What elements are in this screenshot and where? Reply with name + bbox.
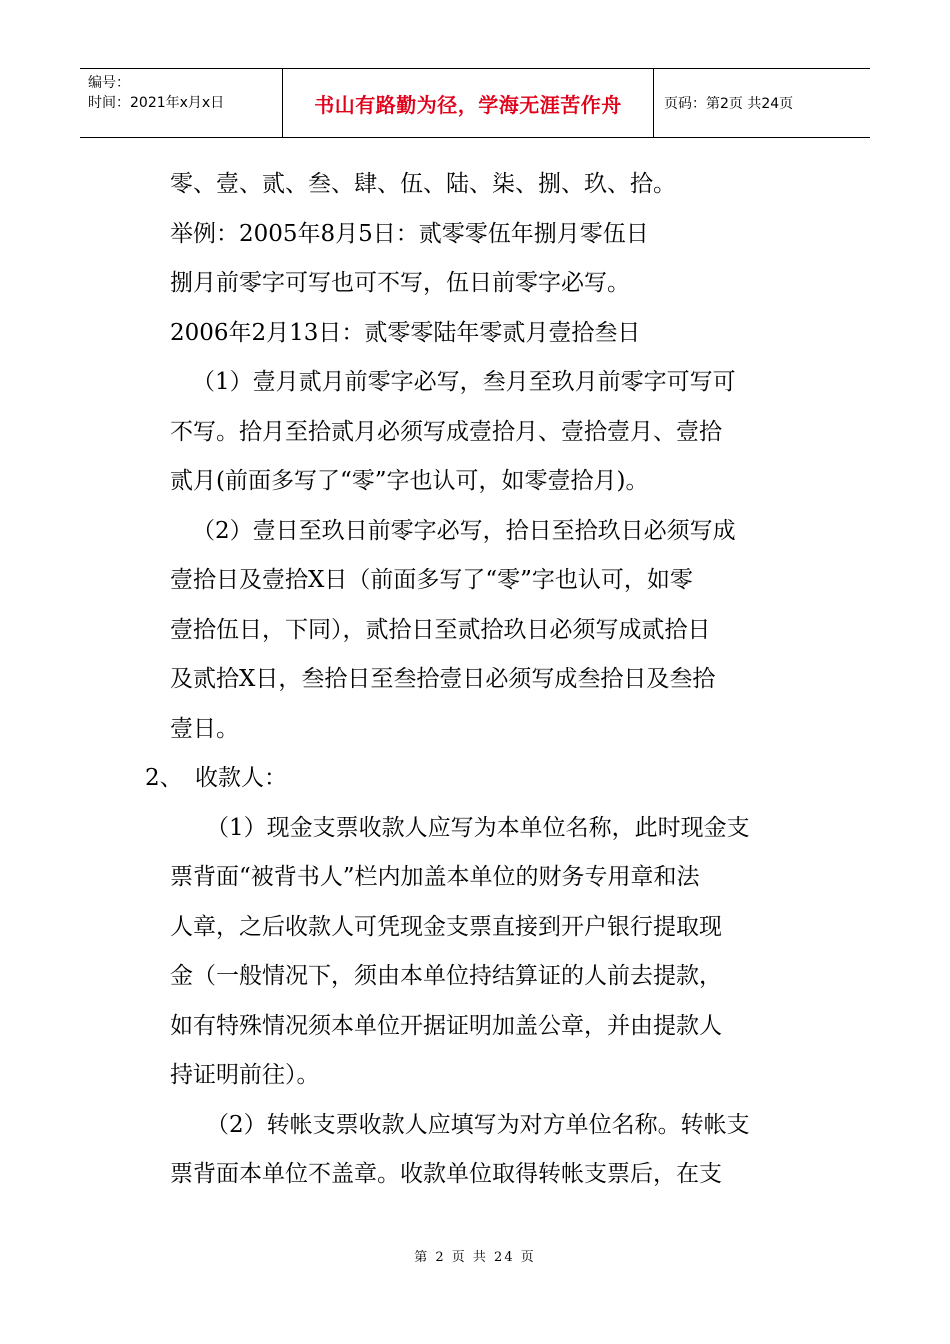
- body-line: （1）现金支票收款人应写为本单位名称，此时现金支: [206, 814, 750, 841]
- document-time-label: 时间：2021年x月x日: [88, 95, 225, 111]
- body-line: 壹日。: [170, 715, 239, 742]
- list-item-label: 收款人：: [195, 765, 287, 791]
- header-left-cell: [80, 69, 282, 137]
- body-line: 壹拾日及壹拾X日（前面多写了“零”字也认可，如零: [170, 567, 693, 593]
- body-line: 人章，之后收款人可凭现金支票直接到开户银行提取现: [170, 913, 722, 940]
- body-line: 票背面本单位不盖章。收款单位取得转帐支票后，在支: [170, 1161, 722, 1187]
- body-line: 举例：2005年8月5日：贰零零伍年捌月零伍日: [170, 220, 649, 247]
- header-table: [80, 68, 870, 138]
- body-line: 如有特殊情况须本单位开据证明加盖公章，并由提款人: [170, 1012, 722, 1039]
- document-body: [145, 160, 810, 1200]
- header-motto-cell: [282, 69, 654, 137]
- body-line: 及贰拾X日，叁拾日至叁拾壹日必须写成叁拾日及叁拾: [170, 666, 716, 692]
- body-line: 不写。拾月至拾贰月必须写成壹拾月、壹拾壹月、壹拾: [170, 418, 722, 445]
- body-line: （2）转帐支票收款人应填写为对方单位名称。转帐支: [206, 1111, 750, 1138]
- body-line: 零、壹、贰、叁、肆、伍、陆、柒、捌、玖、拾。: [170, 171, 676, 197]
- body-line: （1）壹月贰月前零字必写，叁月至玖月前零字可写可: [192, 369, 736, 395]
- body-line: 2006年2月13日：贰零零陆年零贰月壹拾叁日: [170, 319, 641, 346]
- body-line: 金（一般情况下，须由本单位持结算证的人前去提款，: [170, 963, 722, 989]
- page-info: 页码：第2页 共24页: [664, 96, 794, 112]
- body-line: 票背面“被背书人”栏内加盖本单位的财务专用章和法: [170, 864, 700, 890]
- list-item-heading: [145, 754, 810, 804]
- body-line: 持证明前往）。: [170, 1062, 320, 1088]
- body-line: 贰月(前面多写了“零”字也认可，如零壹拾月)。: [170, 468, 649, 494]
- list-item-number: 2、: [145, 765, 183, 791]
- document-number-label: 编号：: [88, 75, 130, 91]
- page-footer: 第 2 页 共 24 页: [414, 1250, 536, 1265]
- body-line: 捌月前零字可写也可不写，伍日前零字必写。: [170, 270, 630, 296]
- header-page-cell: [654, 69, 870, 137]
- motto-text: 书山有路勤为径，学海无涯苦作舟: [314, 92, 622, 117]
- body-line: （2）壹日至玖日前零字必写，拾日至拾玖日必须写成: [192, 517, 736, 544]
- body-line: 壹拾伍日，下同），贰拾日至贰拾玖日必须写成贰拾日: [170, 616, 711, 643]
